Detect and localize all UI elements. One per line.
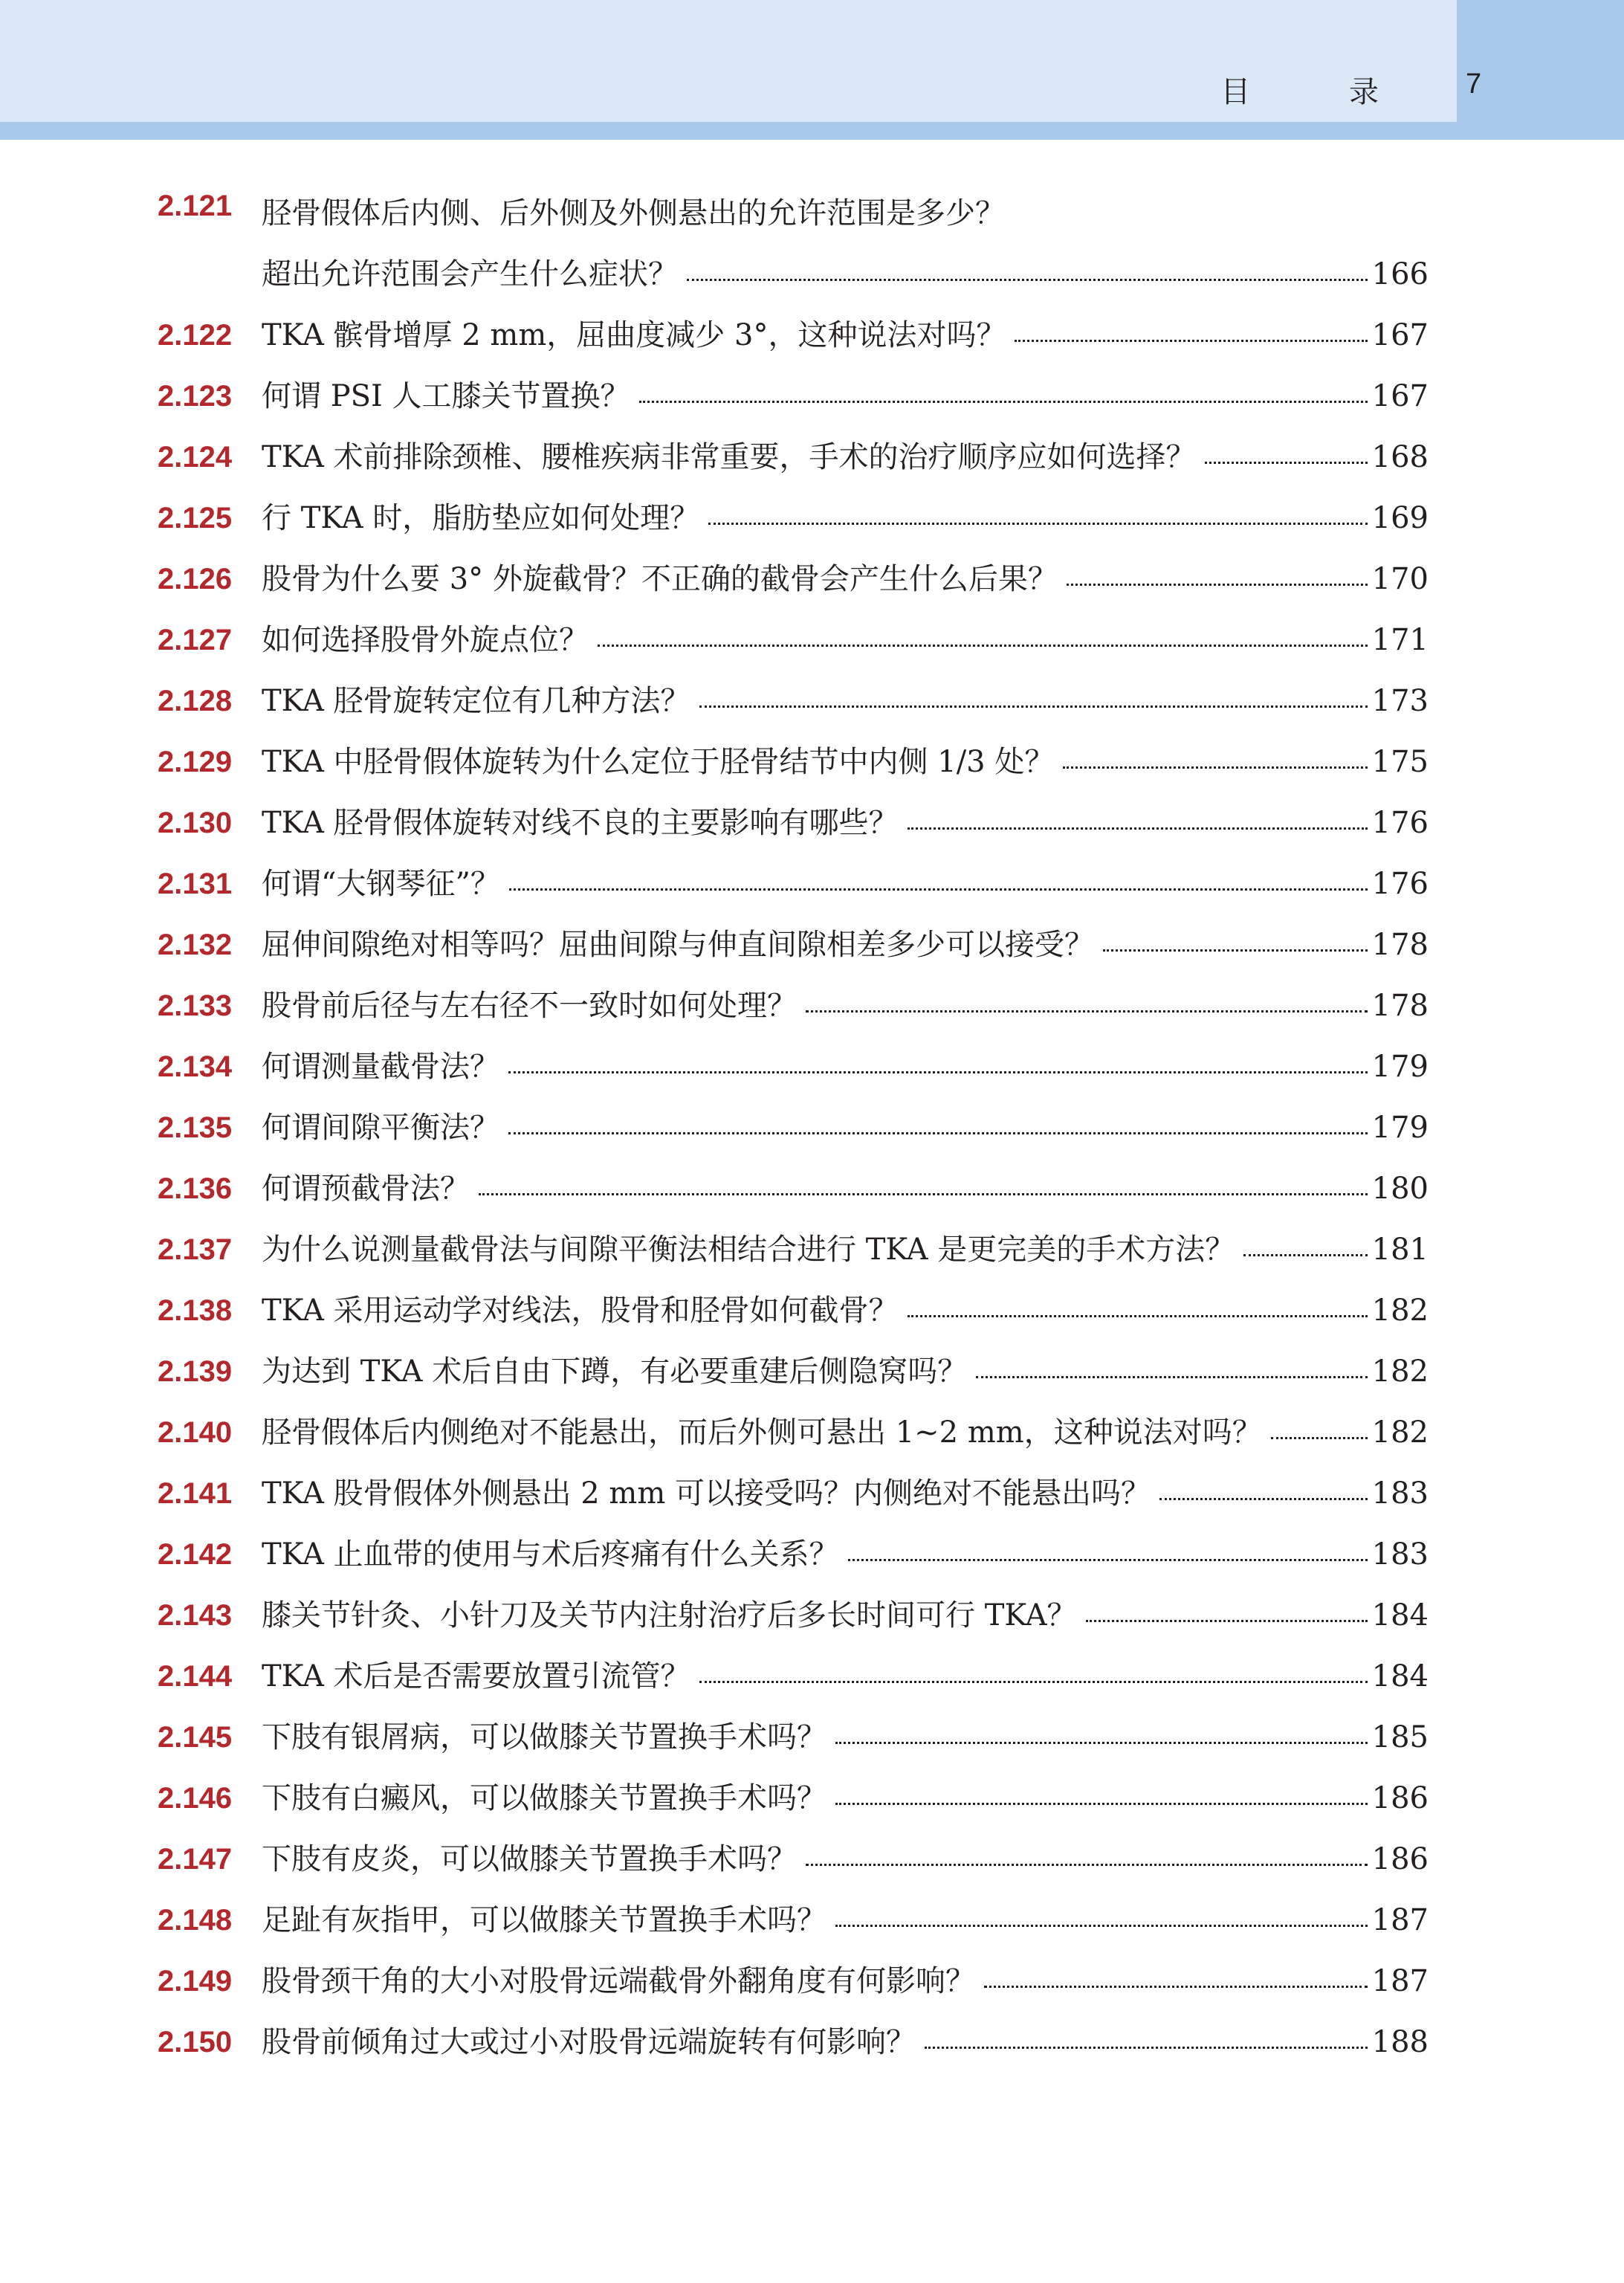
dot-leader bbox=[508, 1071, 1368, 1073]
toc-entry-title: TKA 采用运动学对线法，股骨和胫骨如何截骨？ bbox=[262, 1294, 899, 1328]
toc-entry-question bbox=[262, 494, 1429, 537]
toc-entry-number: 2.132 bbox=[158, 929, 233, 961]
toc-entry-page: 168 bbox=[1371, 440, 1429, 474]
toc-entry-title: TKA 胫骨旋转定位有几种方法？ bbox=[262, 684, 690, 718]
toc-entry-question bbox=[262, 1835, 1429, 1878]
toc-entry-title: 行 TKA 时，脂肪垫应如何处理？ bbox=[262, 501, 700, 535]
toc-entry-title: 屈伸间隙绝对相等吗？屈曲间隙与伸直间隙相差多少可以接受？ bbox=[262, 928, 1094, 962]
toc-entry-question bbox=[262, 677, 1429, 720]
toc-entry-number: 2.126 bbox=[158, 563, 233, 595]
toc-entry-question bbox=[262, 921, 1429, 963]
toc-entry-number: 2.135 bbox=[158, 1111, 233, 1144]
toc-entry[interactable] bbox=[158, 921, 1429, 982]
toc-entry-title: 为什么说测量截骨法与间隙平衡法相结合进行 TKA 是更完美的手术方法？ bbox=[262, 1233, 1235, 1267]
toc-entry-page: 182 bbox=[1371, 1294, 1429, 1328]
toc-entry[interactable] bbox=[158, 372, 1429, 433]
toc-entry[interactable] bbox=[158, 311, 1429, 372]
toc-entry-page: 183 bbox=[1371, 1537, 1429, 1572]
toc-entry-number: 2.128 bbox=[158, 685, 233, 717]
toc-entry[interactable] bbox=[158, 1287, 1429, 1348]
toc-entry-question bbox=[262, 1165, 1429, 1207]
toc-entry-title: TKA 胫骨假体旋转对线不良的主要影响有哪些？ bbox=[262, 806, 899, 840]
dot-leader bbox=[1067, 584, 1368, 586]
toc-entry-number: 2.139 bbox=[158, 1355, 233, 1388]
toc-entry-title: 足趾有灰指甲，可以做膝关节置换手术吗？ bbox=[262, 1903, 826, 1937]
dot-leader bbox=[908, 1315, 1368, 1317]
toc-entry-question bbox=[262, 1957, 1429, 2000]
toc-entry-page: 186 bbox=[1371, 1842, 1429, 1876]
toc-entry-question bbox=[262, 1287, 1429, 1329]
toc-entry-question bbox=[262, 2018, 1429, 2061]
dot-leader bbox=[976, 1376, 1367, 1378]
toc-entry-title: TKA 髌骨增厚 2 mm，屈曲度减少 3°，这种说法对吗？ bbox=[262, 318, 1006, 352]
toc-entry-page: 166 bbox=[1371, 257, 1429, 291]
toc-entry-question bbox=[262, 1896, 1429, 1939]
toc-entry-page: 187 bbox=[1371, 1964, 1429, 1998]
toc-entry-title: TKA 股骨假体外侧悬出 2 mm 可以接受吗？内侧绝对不能悬出吗？ bbox=[262, 1476, 1151, 1511]
toc-entry-question bbox=[262, 860, 1429, 902]
dot-leader bbox=[699, 705, 1368, 708]
toc-entry-number: 2.137 bbox=[158, 1233, 233, 1266]
dot-leader bbox=[835, 1742, 1368, 1744]
dot-leader bbox=[835, 1803, 1368, 1805]
dot-leader bbox=[806, 1010, 1368, 1013]
toc-entry-number: 2.145 bbox=[158, 1721, 233, 1754]
toc-entry-title: TKA 术后是否需要放置引流管？ bbox=[262, 1659, 690, 1693]
toc-entry-question bbox=[262, 1409, 1429, 1451]
toc-entry-question bbox=[262, 738, 1429, 781]
toc-entry-question bbox=[262, 1226, 1429, 1268]
dot-leader bbox=[925, 2047, 1368, 2049]
toc-entry-title: 何谓 PSI 人工膝关节置换？ bbox=[262, 379, 630, 413]
toc-entry[interactable] bbox=[158, 1775, 1429, 1835]
page-number: 7 bbox=[1466, 68, 1482, 100]
toc-entry-title: TKA 止血带的使用与术后疼痛有什么关系？ bbox=[262, 1537, 839, 1572]
toc-entry-page: 175 bbox=[1371, 745, 1429, 779]
toc-entry-number: 2.144 bbox=[158, 1660, 233, 1693]
toc-entry-page: 167 bbox=[1371, 379, 1429, 413]
toc-entry-title: 何谓预截骨法？ bbox=[262, 1172, 470, 1206]
toc-entry-number: 2.136 bbox=[158, 1172, 233, 1205]
toc-entry-number: 2.133 bbox=[158, 989, 233, 1022]
toc-entry-number: 2.146 bbox=[158, 1782, 233, 1815]
toc-entry[interactable] bbox=[158, 738, 1429, 799]
toc-entry-page: 183 bbox=[1371, 1476, 1429, 1511]
toc-entry[interactable] bbox=[158, 433, 1429, 494]
toc-entry-title: 膝关节针灸、小针刀及关节内注射治疗后多长时间可行 TKA？ bbox=[262, 1598, 1077, 1633]
dot-leader bbox=[1103, 949, 1368, 952]
toc-entry-number: 2.143 bbox=[158, 1599, 233, 1632]
toc-entry-question bbox=[262, 190, 1429, 293]
dot-leader bbox=[984, 1986, 1368, 1988]
toc-entry-title: 下肢有白癜风，可以做膝关节置换手术吗？ bbox=[262, 1781, 826, 1815]
toc-entry-question bbox=[262, 1775, 1429, 1817]
toc-entry-question bbox=[262, 555, 1429, 598]
running-header-title: 目 录 bbox=[1220, 75, 1423, 109]
toc-entry-title: 何谓间隙平衡法？ bbox=[262, 1111, 499, 1145]
toc-entry-title: 下肢有皮炎，可以做膝关节置换手术吗？ bbox=[262, 1842, 797, 1876]
table-of-contents bbox=[158, 190, 1429, 2079]
toc-entry-number: 2.148 bbox=[158, 1904, 233, 1937]
toc-entry-question bbox=[262, 433, 1429, 476]
toc-entry-title: 股骨前后径与左右径不一致时如何处理？ bbox=[262, 989, 797, 1023]
toc-entry[interactable] bbox=[158, 1531, 1429, 1592]
toc-entry-page: 179 bbox=[1371, 1050, 1429, 1084]
toc-entry-number: 2.122 bbox=[158, 319, 233, 352]
dot-leader bbox=[508, 1132, 1368, 1134]
toc-entry-title: 超出允许范围会产生什么症状？ bbox=[262, 257, 678, 291]
toc-entry-title: 股骨为什么要 3° 外旋截骨？不正确的截骨会产生什么后果？ bbox=[262, 562, 1058, 596]
toc-entry-page: 179 bbox=[1371, 1111, 1429, 1145]
toc-entry-number: 2.149 bbox=[158, 1965, 233, 1998]
toc-entry[interactable] bbox=[158, 1043, 1429, 1104]
toc-entry[interactable] bbox=[158, 1226, 1429, 1287]
toc-entry[interactable] bbox=[158, 1165, 1429, 1226]
toc-entry-title: 何谓“大钢琴征”？ bbox=[262, 867, 500, 901]
dot-leader bbox=[479, 1193, 1368, 1195]
toc-entry-title: 胫骨假体后内侧绝对不能悬出，而后外侧可悬出 1~2 mm，这种说法对吗？ bbox=[262, 1415, 1262, 1450]
toc-entry[interactable] bbox=[158, 1714, 1429, 1775]
toc-entry-page: 182 bbox=[1371, 1415, 1429, 1450]
toc-entry-page: 181 bbox=[1371, 1233, 1429, 1267]
toc-entry-question bbox=[262, 1531, 1429, 1573]
toc-entry-title: 胫骨假体后内侧、后外侧及外侧悬出的允许范围是多少？ bbox=[262, 196, 1005, 230]
toc-entry-question bbox=[262, 1043, 1429, 1085]
toc-entry-page: 184 bbox=[1371, 1598, 1429, 1633]
toc-entry[interactable] bbox=[158, 1835, 1429, 1896]
toc-entry[interactable] bbox=[158, 1592, 1429, 1653]
toc-entry-page: 188 bbox=[1371, 2025, 1429, 2059]
toc-entry-number: 2.121 bbox=[158, 190, 233, 222]
toc-entry[interactable] bbox=[158, 616, 1429, 677]
toc-entry-number: 2.134 bbox=[158, 1050, 233, 1083]
dot-leader bbox=[1159, 1498, 1368, 1500]
toc-entry-question bbox=[262, 311, 1429, 354]
toc-entry-number: 2.147 bbox=[158, 1843, 233, 1876]
toc-entry-number: 2.142 bbox=[158, 1538, 233, 1571]
toc-entry-page: 185 bbox=[1371, 1720, 1429, 1754]
toc-entry-page: 170 bbox=[1371, 562, 1429, 596]
toc-entry-number: 2.141 bbox=[158, 1477, 233, 1510]
toc-entry-number: 2.123 bbox=[158, 380, 233, 413]
dot-leader bbox=[699, 1681, 1368, 1683]
toc-entry-page: 186 bbox=[1371, 1781, 1429, 1815]
toc-entry-question bbox=[262, 1714, 1429, 1756]
toc-entry-number: 2.127 bbox=[158, 624, 233, 656]
header-strip bbox=[0, 122, 1624, 140]
toc-entry-page: 187 bbox=[1371, 1903, 1429, 1937]
toc-entry-title: 股骨前倾角过大或过小对股骨远端旋转有何影响？ bbox=[262, 2025, 916, 2059]
toc-entry[interactable] bbox=[158, 1104, 1429, 1165]
toc-entry-number: 2.124 bbox=[158, 441, 233, 474]
toc-entry-question bbox=[262, 372, 1429, 415]
dot-leader bbox=[708, 523, 1367, 525]
toc-entry-question bbox=[262, 1470, 1429, 1512]
toc-entry-question bbox=[262, 1348, 1429, 1390]
dot-leader bbox=[848, 1559, 1368, 1561]
toc-entry-title: 如何选择股骨外旋点位？ bbox=[262, 623, 589, 657]
toc-entry[interactable] bbox=[158, 190, 1429, 311]
toc-entry-question bbox=[262, 1653, 1429, 1695]
toc-entry[interactable] bbox=[158, 555, 1429, 616]
toc-entry-page: 169 bbox=[1371, 501, 1429, 535]
toc-entry-page: 176 bbox=[1371, 806, 1429, 840]
toc-entry-page: 178 bbox=[1371, 928, 1429, 962]
toc-entry-question bbox=[262, 799, 1429, 842]
toc-entry-page: 176 bbox=[1371, 867, 1429, 901]
toc-entry-page: 173 bbox=[1371, 684, 1429, 718]
toc-entry-title: 下肢有银屑病，可以做膝关节置换手术吗？ bbox=[262, 1720, 826, 1754]
toc-entry-question bbox=[262, 1104, 1429, 1146]
toc-entry-title: TKA 术前排除颈椎、腰椎疾病非常重要，手术的治疗顺序应如何选择？ bbox=[262, 440, 1196, 474]
toc-entry-question bbox=[262, 982, 1429, 1024]
dot-leader bbox=[1063, 766, 1367, 769]
toc-entry-page: 167 bbox=[1371, 318, 1429, 352]
toc-entry-number: 2.125 bbox=[158, 502, 233, 535]
toc-entry-number: 2.131 bbox=[158, 868, 233, 900]
dot-leader bbox=[1015, 340, 1367, 342]
toc-entry[interactable] bbox=[158, 1409, 1429, 1470]
toc-entry-title: 股骨颈干角的大小对股骨远端截骨外翻角度有何影响？ bbox=[262, 1964, 975, 1998]
toc-entry[interactable] bbox=[158, 677, 1429, 738]
toc-entry[interactable] bbox=[158, 1348, 1429, 1409]
dot-leader bbox=[509, 888, 1368, 891]
toc-entry-page: 180 bbox=[1371, 1172, 1429, 1206]
toc-entry-page: 182 bbox=[1371, 1354, 1429, 1389]
toc-entry[interactable] bbox=[158, 1470, 1429, 1531]
toc-entry-page: 184 bbox=[1371, 1659, 1429, 1693]
toc-entry-question bbox=[262, 616, 1429, 659]
toc-entry[interactable] bbox=[158, 860, 1429, 921]
toc-entry-number: 2.140 bbox=[158, 1416, 233, 1449]
toc-entry-title: TKA 中胫骨假体旋转为什么定位于胫骨结节中内侧 1/3 处？ bbox=[262, 745, 1055, 779]
header-tab bbox=[1457, 0, 1624, 140]
toc-entry-page: 178 bbox=[1371, 989, 1429, 1023]
toc-entry[interactable] bbox=[158, 1957, 1429, 2018]
toc-entry-title: 为达到 TKA 术后自由下蹲，有必要重建后侧隐窝吗？ bbox=[262, 1354, 968, 1389]
dot-leader bbox=[835, 1925, 1368, 1927]
toc-entry[interactable] bbox=[158, 494, 1429, 555]
toc-entry[interactable] bbox=[158, 2018, 1429, 2079]
dot-leader bbox=[687, 279, 1368, 281]
dot-leader bbox=[598, 645, 1368, 647]
dot-leader bbox=[908, 827, 1368, 830]
dot-leader bbox=[1086, 1620, 1368, 1622]
toc-entry-question bbox=[262, 1592, 1429, 1634]
toc-entry-number: 2.129 bbox=[158, 746, 233, 778]
dot-leader bbox=[806, 1864, 1368, 1866]
dot-leader bbox=[1205, 462, 1368, 464]
toc-entry-number: 2.138 bbox=[158, 1294, 233, 1327]
toc-entry-number: 2.150 bbox=[158, 2026, 233, 2058]
toc-entry[interactable] bbox=[158, 982, 1429, 1043]
toc-entry-page: 171 bbox=[1371, 623, 1429, 657]
dot-leader bbox=[1243, 1254, 1367, 1256]
toc-entry[interactable] bbox=[158, 1653, 1429, 1714]
dot-leader bbox=[639, 401, 1368, 403]
toc-entry-title: 何谓测量截骨法？ bbox=[262, 1050, 499, 1084]
toc-entry-number: 2.130 bbox=[158, 807, 233, 839]
dot-leader bbox=[1271, 1437, 1368, 1439]
toc-entry[interactable] bbox=[158, 1896, 1429, 1957]
toc-entry[interactable] bbox=[158, 799, 1429, 860]
